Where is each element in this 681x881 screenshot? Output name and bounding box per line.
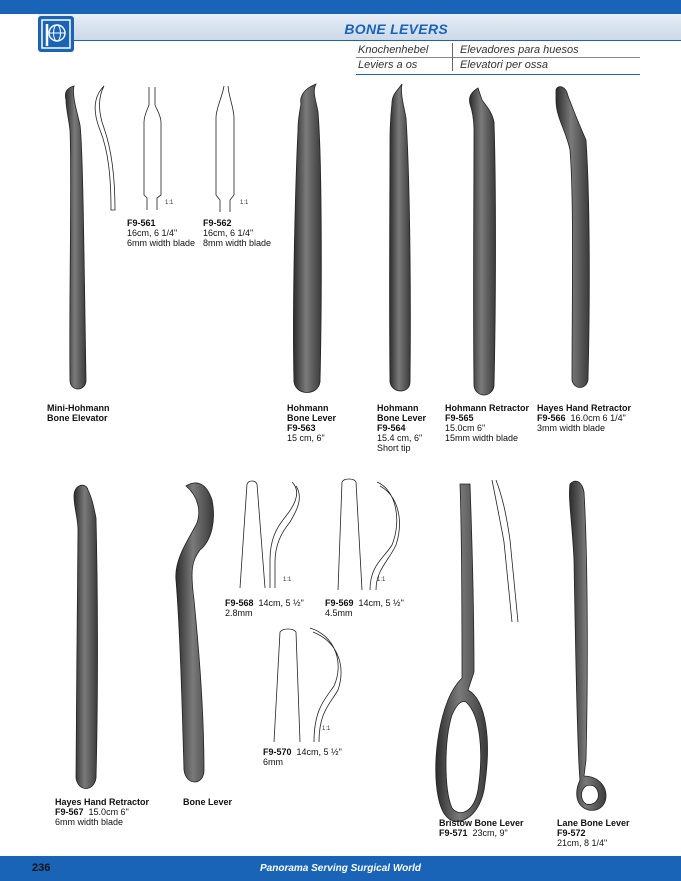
product-code: F9-569 — [325, 598, 354, 608]
hohmann-f9-564 — [390, 84, 411, 391]
title-german: Knochenhebel — [358, 44, 429, 56]
f9-570-front-drawing — [274, 629, 300, 742]
label-f9-568 — [225, 598, 304, 618]
label-f9-571 — [439, 818, 524, 838]
hohmann-f9-563 — [293, 84, 321, 393]
bristow-bone-lever — [436, 484, 488, 821]
product-detail: 3mm width blade — [537, 423, 606, 433]
scale-marker: 1:1 — [377, 577, 386, 583]
product-name: Hayes Hand Retractor — [537, 403, 632, 413]
product-name: Mini-Hohmann — [47, 403, 110, 413]
hayes-retractor-f9-566 — [556, 87, 589, 388]
footer-tagline: Panorama Serving Surgical World — [260, 863, 421, 874]
title-spanish: Elevadores para huesos — [460, 44, 579, 56]
product-name: Bone Elevator — [47, 413, 108, 423]
title-french: Leviers a os — [358, 59, 418, 71]
product-detail: 15mm width blade — [445, 433, 519, 443]
scale-marker: 1:1 — [283, 577, 292, 583]
scale-marker: 1:1 — [240, 200, 249, 206]
label-f9-565 — [445, 403, 529, 443]
scale-marker: 1:1 — [165, 200, 174, 206]
product-name: Hohmann Retractor — [445, 403, 530, 413]
label-f9-570 — [263, 747, 342, 767]
mini-hohmann-elevator — [65, 86, 86, 389]
product-name: Hohmann — [377, 403, 419, 413]
f9-570-profile-drawing — [310, 628, 341, 742]
label-f9-563 — [287, 403, 336, 443]
label-f9-567 — [55, 797, 149, 827]
lane-bone-lever — [569, 481, 606, 810]
product-detail: 6mm width blade — [55, 817, 124, 827]
product-size: 21cm, 8 1/4" — [557, 838, 608, 848]
product-code: F9-570 — [263, 747, 292, 757]
product-name: Bone Lever — [287, 413, 337, 423]
f9-568-profile-drawing — [270, 482, 299, 588]
scale-marker: 1:1 — [322, 726, 331, 732]
product-detail: 2.8mm — [225, 608, 253, 618]
product-detail: 6mm width blade — [127, 238, 196, 248]
f9-561-profile-drawing — [95, 86, 115, 210]
product-size: 16cm, 6 1/4" — [127, 228, 178, 238]
product-size: 14cm, 5 ½" — [258, 598, 304, 608]
product-code: F9-565 — [445, 413, 474, 423]
bone-lever-illustration — [176, 483, 214, 782]
product-name: Hohmann — [287, 403, 329, 413]
label-f9-572 — [557, 818, 630, 848]
product-name: Lane Bone Lever — [557, 818, 630, 828]
bristow-profile-drawing — [492, 480, 518, 622]
product-name: Bone Lever — [377, 413, 427, 423]
product-name: Hayes Hand Retractor — [55, 797, 150, 807]
product-code: F9-567 — [55, 807, 84, 817]
product-size: 16cm, 6 1/4" — [203, 228, 254, 238]
f9-569-profile-drawing — [370, 482, 399, 590]
product-detail: 6mm — [263, 757, 283, 767]
product-size: 23cm, 9" — [472, 828, 508, 838]
product-code: F9-571 — [439, 828, 468, 838]
page-number: 236 — [32, 862, 51, 874]
product-code: F9-566 — [537, 413, 566, 423]
product-code: F9-562 — [203, 218, 232, 228]
product-name: Bone Lever — [183, 797, 233, 807]
title-italian: Elevatori per ossa — [460, 59, 549, 71]
label-mini-hohmann — [47, 403, 110, 423]
product-size: 15 cm, 6" — [287, 433, 325, 443]
label-f9-569 — [325, 598, 404, 618]
hayes-retractor-f9-567 — [74, 485, 98, 788]
product-detail: Short tip — [377, 443, 411, 453]
f9-568-front-drawing — [240, 481, 265, 588]
label-f9-562 — [203, 218, 271, 248]
product-size: 15.0cm 6" — [445, 423, 486, 433]
product-detail: 4.5mm — [325, 608, 353, 618]
page-title: BONE LEVERS — [344, 21, 448, 37]
product-size: 15.0cm 6" — [88, 807, 129, 817]
f9-569-front-drawing — [338, 479, 362, 590]
product-code: F9-572 — [557, 828, 586, 838]
product-name: Bristow Bone Lever — [439, 818, 524, 828]
product-code: F9-561 — [127, 218, 156, 228]
product-size: 14cm, 5 ½" — [296, 747, 342, 757]
label-bone-lever — [183, 797, 232, 807]
hohmann-retractor-f9-565 — [469, 88, 495, 395]
label-f9-564 — [377, 403, 426, 453]
label-f9-566 — [537, 403, 631, 433]
product-code: F9-564 — [377, 423, 406, 433]
product-size: 16.0cm 6 1/4" — [570, 413, 626, 423]
product-size: 15.4 cm, 6" — [377, 433, 423, 443]
product-code: F9-568 — [225, 598, 254, 608]
product-code: F9-563 — [287, 423, 316, 433]
product-size: 14cm, 5 ½" — [358, 598, 404, 608]
label-f9-561 — [127, 218, 195, 248]
f9-561-front-drawing — [144, 87, 161, 210]
product-detail: 8mm width blade — [203, 238, 272, 248]
f9-562-front-drawing — [216, 86, 234, 212]
